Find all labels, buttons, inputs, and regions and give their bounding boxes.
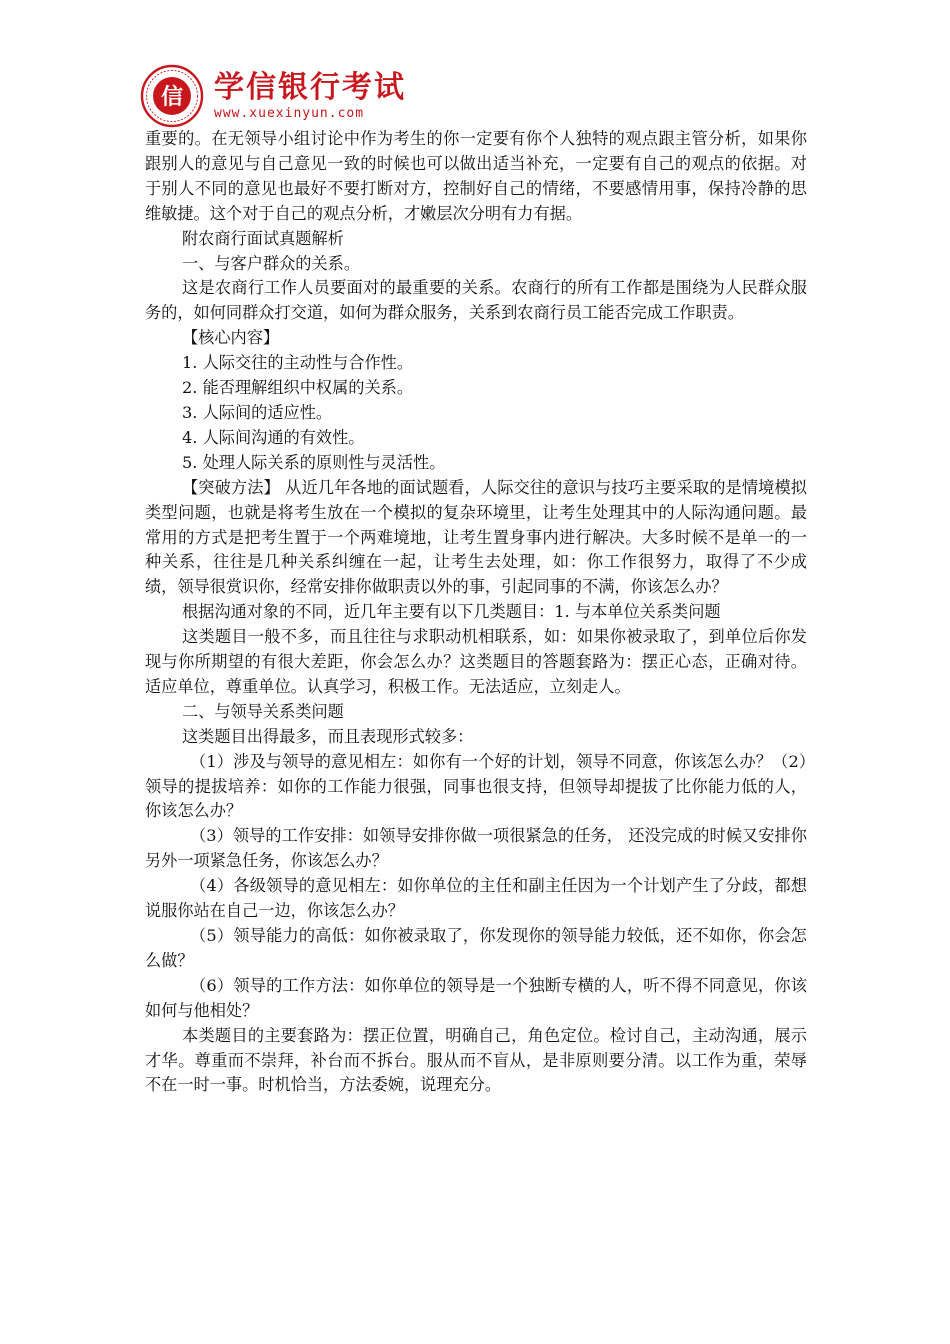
brand-url: www.xuexinyun.com <box>214 105 365 121</box>
paragraph: 这是农商行工作人员要面对的最重要的关系。农商行的所有工作都是围绕为人民群众服务的，如何同群众打交道，如何为群众服务，关系到农商行员工能否完成工作职责。 <box>145 278 807 323</box>
paragraph: 【突破方法】 从近几年各地的面试题看，人际交往的意识与技巧主要采取的是情境模拟类型问题，也就是将考生放在一个模拟的复杂环境里，让考生处理其中的人际沟通问题。最常用的方式是把考生置于一个两难境地，让考生置身事内进行解决。大多时候不是单一的一种关系，往往是几种关系纠缠在一起，让考生去处理，如：你工作很努力，取得了不少成绩，领导很赏识你，经常安排你做职责以外的事，引起同事的不满，你该怎么办？ <box>145 477 807 597</box>
list-item: 3. 人际间的适应性。 <box>182 402 333 422</box>
document-body <box>145 127 807 1098</box>
section-heading: 二、与领导关系类问题 <box>182 701 344 721</box>
paragraph: 这类题目一般不多，而且往往与求职动机相联系，如：如果你被录取了，到单位后你发现与你所期望的有很大差距，你会怎么办？这类题目的答题套路为：摆正心态，正确对待。适应单位，尊重单位。认真学习，积极工作。无法适应，立刻走人。 <box>145 627 807 696</box>
list-item: （3）领导的工作安排：如领导安排你做一项很紧急的任务， 还没完成的时候又安排你另外一项紧急任务，你该怎么办？ <box>145 826 807 871</box>
list-item: （6）领导的工作方法：如你单位的领导是一个独断专横的人，听不得不同意见，你该如何与他相处？ <box>145 975 807 1020</box>
brand-name: 学信银行考试 <box>214 69 406 105</box>
paragraph: 这类题目出得最多，而且表现形式较多： <box>182 726 474 746</box>
seal-logo-icon <box>140 64 204 128</box>
paragraph: 附农商行面试真题解析 <box>182 228 344 248</box>
brand <box>214 71 406 122</box>
svg-text:信: 信 <box>160 85 184 110</box>
subheading: 【核心内容】 <box>182 328 280 348</box>
list-item: （1）涉及与领导的意见相左：如你有一个好的计划，领导不同意，你该怎么办？（2）领导的提拔培养：如你的工作能力很强，同事也很支持，但领导却提拔了比你能力低的人，你该怎么办？ <box>145 751 807 821</box>
list-item: 1. 人际交往的主动性与合作性。 <box>182 353 414 373</box>
section-heading: 一、与客户群众的关系。 <box>182 253 361 273</box>
list-item: （4）各级领导的意见相左：如你单位的主任和副主任因为一个计划产生了分歧，都想说服你站在自己一边，你该怎么办？ <box>145 876 807 921</box>
list-item: （5）领导能力的高低：如你被录取了，你发现你的领导能力较低，还不如你，你会怎么做？ <box>145 926 807 970</box>
paragraph: 重要的。在无领导小组讨论中作为考生的你一定要有你个人独特的观点跟主管分析，如果你跟别人的意见与自己意见一致的时候也可以做出适当补充，一定要有自己的观点的依据。对于别人不同的意见也最好不要打断对方，控制好自己的情绪，不要感情用事，保持冷静的思维敏捷。这个对于自己的观点分析，才嫩层次分明有力有据。 <box>145 129 807 223</box>
list-item: 2. 能否理解组织中权属的关系。 <box>182 378 414 398</box>
paragraph: 根据沟通对象的不同，近几年主要有以下几类题目：1. 与本单位关系类问题 <box>182 602 721 622</box>
header <box>140 62 406 130</box>
list-item: 4. 人际间沟通的有效性。 <box>182 427 365 447</box>
list-item: 5. 处理人际关系的原则性与灵活性。 <box>182 452 446 472</box>
paragraph: 本类题目的主要套路为：摆正位置，明确自己，角色定位。检讨自己，主动沟通，展示才华。尊重而不崇拜，补台而不拆台。服从而不盲从，是非原则要分清。以工作为重，荣辱不在一时一事。时机恰当，方法委婉，说理充分。 <box>145 1025 807 1095</box>
